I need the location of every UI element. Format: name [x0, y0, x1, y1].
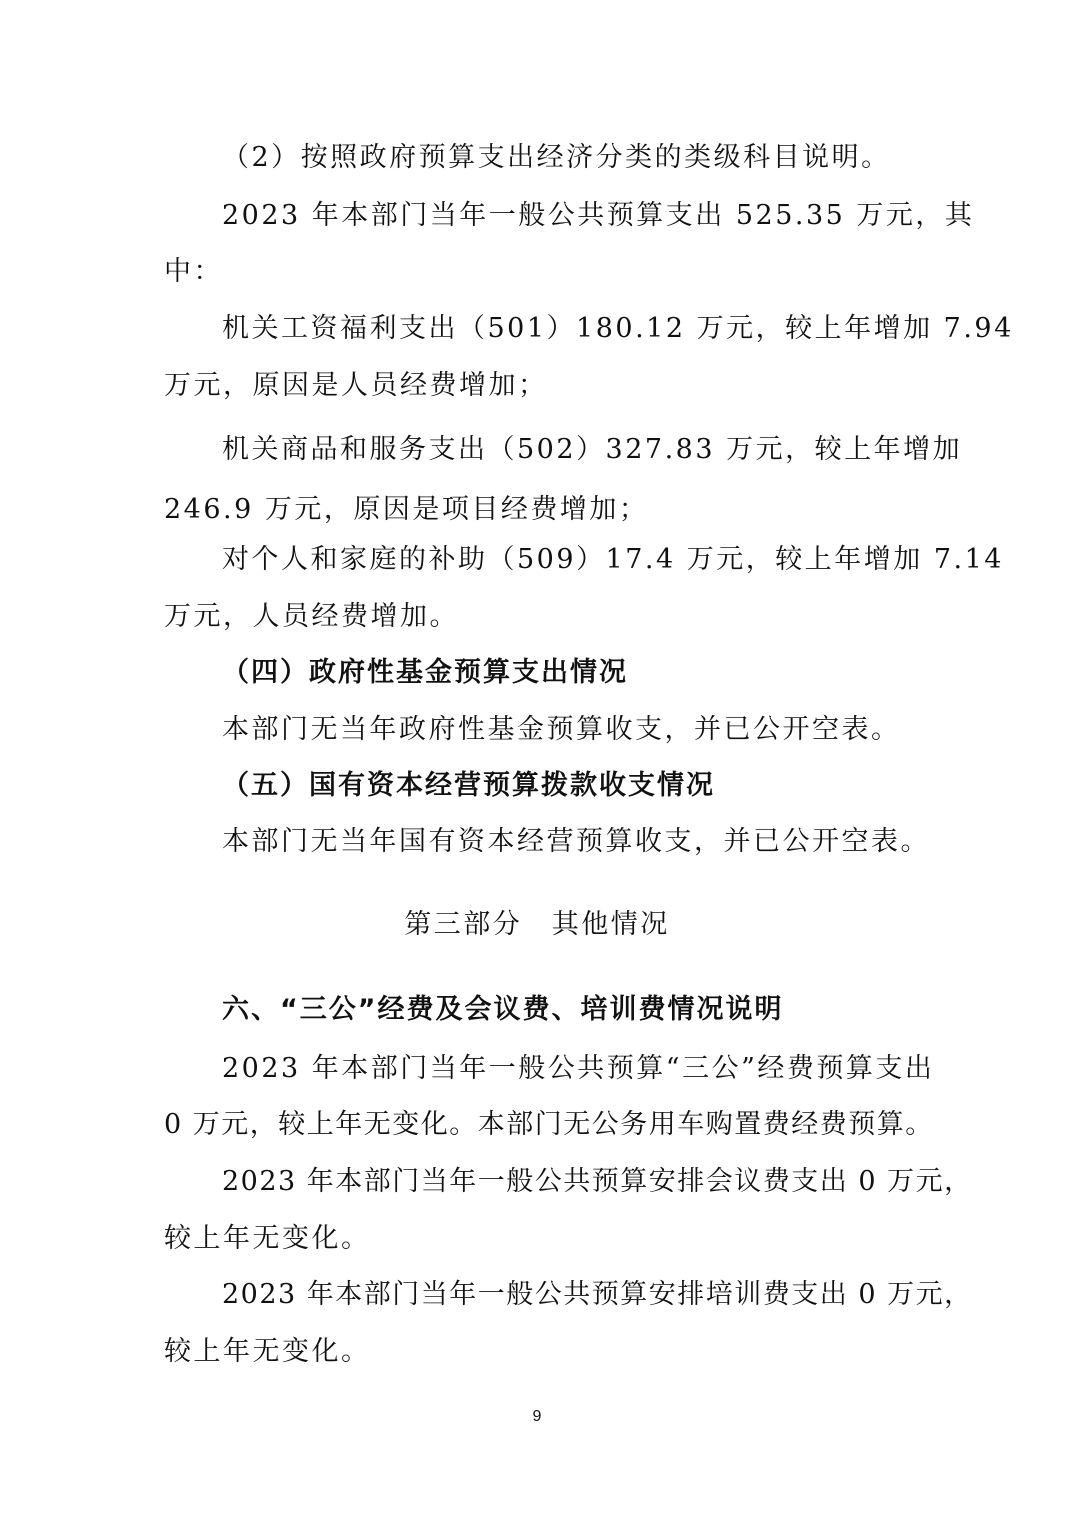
paragraph-line: 较上年无变化。 — [164, 1223, 371, 1254]
paragraph-line: 0 万元，较上年无变化。本部门无公务用车购置费经费预算。 — [164, 1109, 934, 1140]
paragraph-line: 2023 年本部门当年一般公共预算支出 525.35 万元，其 — [222, 200, 975, 231]
page-number: 9 — [532, 1408, 542, 1425]
section-heading: 六、“三公”经费及会议费、培训费情况说明 — [222, 994, 784, 1025]
paragraph-line: 万元，人员经费增加。 — [164, 601, 459, 632]
paragraph-line: 中： — [164, 256, 223, 287]
section-heading: （四）政府性基金预算支出情况 — [222, 657, 628, 688]
paragraph-line: 本部门无当年国有资本经营预算收支，并已公开空表。 — [222, 826, 930, 857]
paragraph-line: 对个人和家庭的补助（509）17.4 万元，较上年增加 7.14 — [222, 544, 1004, 575]
paragraph-line: 246.9 万元，原因是项目经费增加； — [164, 494, 649, 525]
paragraph-line: 机关工资福利支出（501）180.12 万元，较上年增加 7.94 — [222, 313, 1014, 344]
paragraph-line: 2023 年本部门当年一般公共预算“三公”经费预算支出 — [222, 1053, 935, 1084]
part-title: 第三部分 其他情况 — [404, 909, 670, 940]
paragraph-line: 本部门无当年政府性基金预算收支，并已公开空表。 — [222, 714, 901, 745]
paragraph-line: （2）按照政府预算支出经济分类的类级科目说明。 — [222, 142, 891, 173]
paragraph-line: 较上年无变化。 — [164, 1336, 371, 1367]
paragraph-line: 2023 年本部门当年一般公共预算安排培训费支出 0 万元， — [222, 1279, 973, 1310]
paragraph-line: 2023 年本部门当年一般公共预算安排会议费支出 0 万元， — [222, 1166, 973, 1197]
paragraph-line: 机关商品和服务支出（502）327.83 万元，较上年增加 — [222, 434, 963, 465]
paragraph-line: 万元，原因是人员经费增加； — [164, 370, 548, 401]
section-heading: （五）国有资本经营预算拨款收支情况 — [222, 770, 715, 801]
